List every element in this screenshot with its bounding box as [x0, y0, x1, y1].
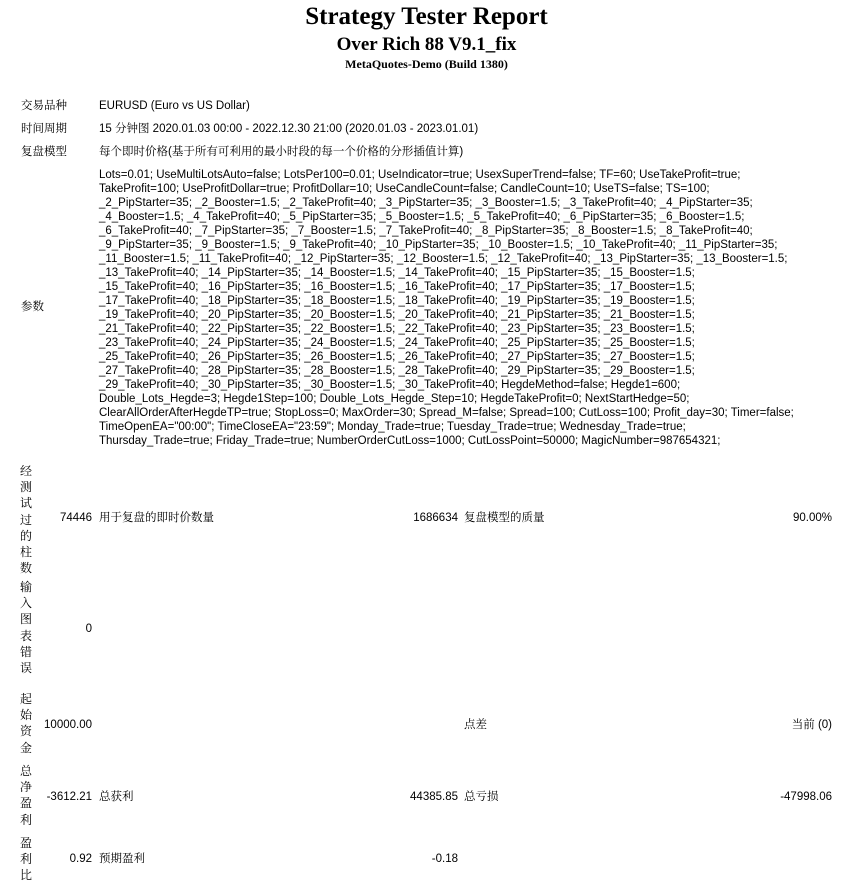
parameter-line: _27_TakeProfit=40; _28_PipStarter=35; _28_Booster=1.5; _28_TakeProfit=40; _29_PipStarter=35; _29_Booster=1.5;	[99, 365, 695, 377]
expected-payoff-value: -0.18	[431, 853, 458, 865]
quality-value: 90.00%	[792, 512, 832, 524]
period-label: 时间周期	[21, 123, 67, 135]
parameter-line: _25_TakeProfit=40; _26_PipStarter=35; _26_Booster=1.5; _26_TakeProfit=40; _27_PipStarter=35; _27_Booster=1.5;	[99, 351, 695, 363]
parameter-line: _19_TakeProfit=40; _20_PipStarter=35; _20_Booster=1.5; _20_TakeProfit=40; _21_PipStarter=35; _21_Booster=1.5;	[99, 309, 695, 321]
parameter-line: _4_Booster=1.5; _4_TakeProfit=40; _5_PipStarter=35; _5_Booster=1.5; _5_TakeProfit=40; _6_PipStarter=35; _6_Booster=1.5;	[99, 211, 745, 223]
profit-factor-value: 0.92	[69, 853, 92, 865]
parameter-line: _11_Booster=1.5; _11_TakeProfit=40; _12_PipStarter=35; _12_Booster=1.5; _12_TakeProfit=40; _13_PipStarter=35; _13_Booster=1.5;	[99, 253, 788, 265]
parameter-line: Double_Lots_Hegde=3; Hegde1Step=100; Double_Lots_Hegde_Step=10; HegdeTakeProfit=0; NextStartHedge=50;	[99, 393, 690, 405]
spread-label: 点差	[464, 719, 487, 731]
symbol-value: EURUSD (Euro vs US Dollar)	[99, 100, 250, 112]
parameter-line: Lots=0.01; UseMultiLotsAuto=false; LotsPer100=0.01; UseIndicator=true; UsexSuperTrend=false; TF=60; UseTakeProfit=true;	[99, 169, 741, 181]
expected-payoff-label: 预期盈利	[99, 853, 145, 865]
parameter-line: _13_TakeProfit=40; _14_PipStarter=35; _14_Booster=1.5; _14_TakeProfit=40; _15_PipStarter=35; _15_Booster=1.5;	[99, 267, 695, 279]
gross-loss-value: -47998.06	[780, 791, 832, 803]
parameter-line: _6_TakeProfit=40; _7_PipStarter=35; _7_Booster=1.5; _7_TakeProfit=40; _8_PipStarter=35; _8_Booster=1.5; _8_TakeProfit=40;	[99, 225, 753, 237]
net-profit-value: -3612.21	[46, 791, 92, 803]
bars-label: 经测试过的柱数	[19, 464, 32, 576]
ticks-value: 1686634	[413, 512, 458, 524]
model-label: 复盘模型	[21, 146, 67, 158]
deposit-label: 起始资金	[19, 692, 32, 755]
ticks-label: 用于复盘的即时价数量	[99, 512, 214, 524]
errors-value: 0	[85, 623, 92, 635]
parameter-line: TimeOpenEA="00:00"; TimeCloseEA="23:59"; Monday_Trade=true; Tuesday_Trade=true; Wednesday_Trade=true;	[99, 421, 686, 433]
params-label: 参数	[21, 301, 44, 313]
parameter-line: ClearAllOrderAfterHegdeTP=true; StopLoss=0; MaxOrder=30; Spread_M=false; Spread=100; CutLoss=100; Profit_day=30; Timer=false;	[99, 407, 794, 419]
parameter-line: _2_PipStarter=35; _2_Booster=1.5; _2_TakeProfit=40; _3_PipStarter=35; _3_Booster=1.5; _3_TakeProfit=40; _4_PipStarter=35;	[99, 197, 753, 209]
parameter-line: _9_PipStarter=35; _9_Booster=1.5; _9_TakeProfit=40; _10_PipStarter=35; _10_Booster=1.5; _10_TakeProfit=40; _11_PipStarter=35;	[99, 239, 778, 251]
parameter-line: _23_TakeProfit=40; _24_PipStarter=35; _24_Booster=1.5; _24_TakeProfit=40; _25_PipStarter=35; _25_Booster=1.5;	[99, 337, 695, 349]
quality-label: 复盘模型的质量	[464, 512, 545, 524]
gross-profit-label: 总获利	[99, 791, 134, 803]
errors-label: 输入图表错误	[19, 580, 32, 676]
deposit-value: 10000.00	[44, 719, 92, 731]
server-build: MetaQuotes-Demo (Build 1380)	[345, 57, 508, 71]
parameters-block	[99, 168, 839, 448]
net-profit-label: 总净盈利	[19, 764, 32, 827]
spread-value: 当前 (0)	[791, 719, 832, 731]
model-value: 每个即时价格(基于所有可利用的最小时段的每一个价格的分形插值计算)	[99, 146, 464, 158]
period-value: 15 分钟图 2020.01.03 00:00 - 2022.12.30 21:00 (2020.01.03 - 2023.01.01)	[99, 123, 479, 135]
expert-name: Over Rich 88 V9.1_fix	[336, 34, 517, 55]
parameter-line: _15_TakeProfit=40; _16_PipStarter=35; _16_Booster=1.5; _16_TakeProfit=40; _17_PipStarter=35; _17_Booster=1.5;	[99, 281, 695, 293]
parameter-line: TakeProfit=100; UseProfitDollar=true; ProfitDollar=10; UseCandleCount=false; CandleCount=10; UseTS=false; TS=100;	[99, 183, 710, 195]
bars-value: 74446	[60, 512, 92, 524]
gross-profit-value: 44385.85	[410, 791, 458, 803]
symbol-label: 交易品种	[21, 100, 67, 112]
parameter-line: _17_TakeProfit=40; _18_PipStarter=35; _18_Booster=1.5; _18_TakeProfit=40; _19_PipStarter=35; _19_Booster=1.5;	[99, 295, 695, 307]
report-title: Strategy Tester Report	[305, 3, 548, 30]
parameter-line: Thursday_Trade=true; Friday_Trade=true; NumberOrderCutLoss=1000; CutLossPoint=50000; MagicNumber=987654321;	[99, 435, 721, 447]
parameter-line: _29_TakeProfit=40; _30_PipStarter=35; _30_Booster=1.5; _30_TakeProfit=40; HegdeMethod=false; Hegde1=600;	[99, 379, 681, 391]
gross-loss-label: 总亏损	[464, 791, 499, 803]
profit-factor-label: 盈利比	[19, 836, 32, 883]
parameter-line: _21_TakeProfit=40; _22_PipStarter=35; _22_Booster=1.5; _22_TakeProfit=40; _23_PipStarter=35; _23_Booster=1.5;	[99, 323, 695, 335]
